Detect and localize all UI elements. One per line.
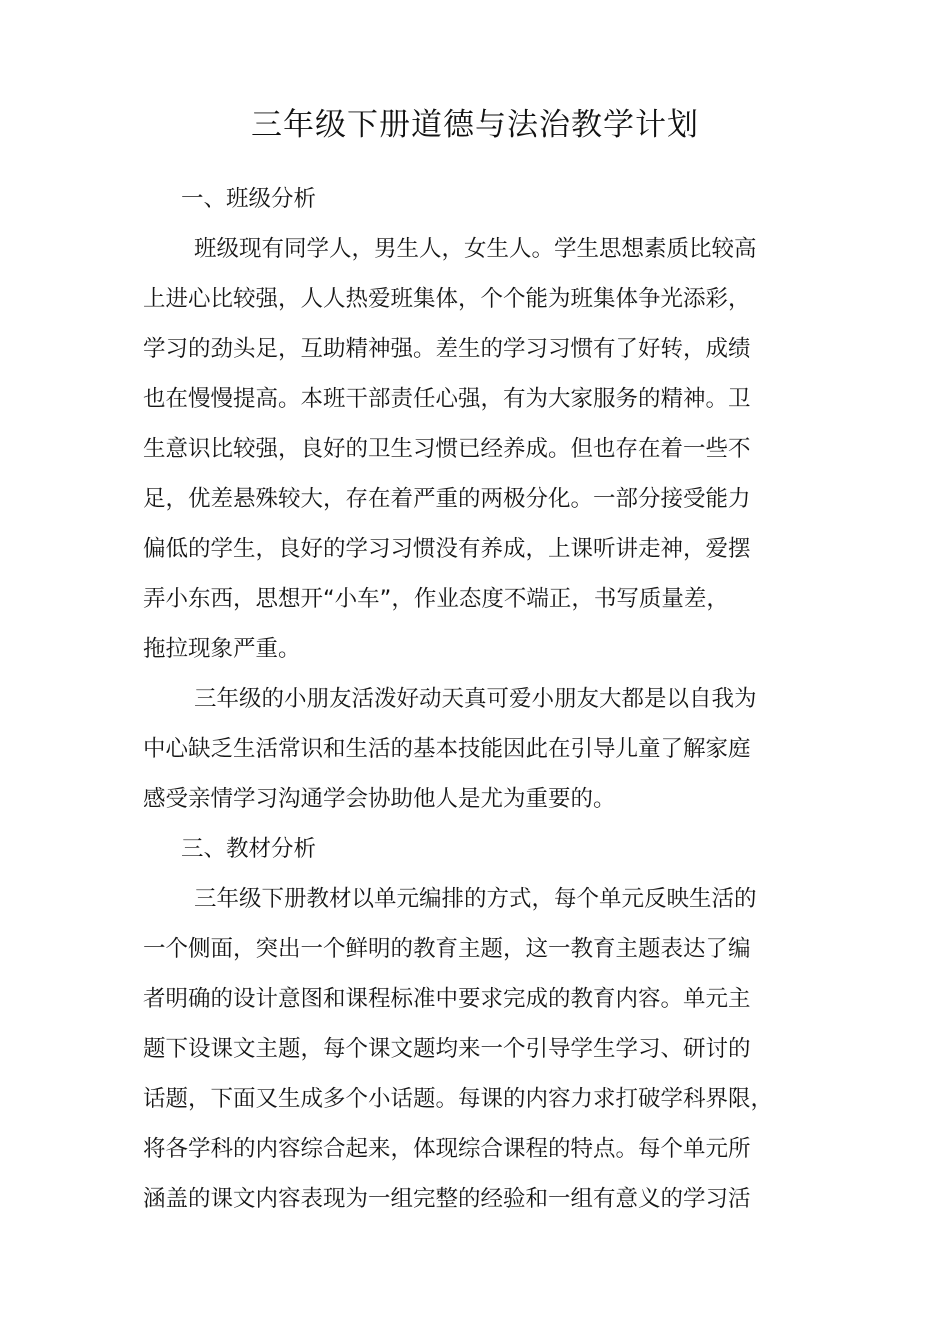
paragraph-line: 班级现有同学人，男生人，女生人。学生思想素质比较高 [194, 236, 757, 262]
paragraph-line: 题下设课文主题，每个课文题均来一个引导学生学习、研讨的 [143, 1036, 751, 1062]
paragraph-line: 涵盖的课文内容表现为一组完整的经验和一组有意义的学习活 [143, 1186, 751, 1212]
document-title: 三年级下册道德与法治教学计划 [251, 107, 699, 143]
paragraph-line: 三年级下册教材以单元编排的方式，每个单元反映生活的 [194, 886, 757, 912]
paragraph-line: 将各学科的内容综合起来，体现综合课程的特点。每个单元所 [143, 1136, 751, 1162]
paragraph-line: 中心缺乏生活常识和生活的基本技能因此在引导儿童了解家庭 [143, 736, 751, 762]
paragraph-line: 生意识比较强，良好的卫生习惯已经养成。但也存在着一些不 [143, 436, 751, 462]
paragraph-line: 三年级的小朋友活泼好动天真可爱小朋友大都是以自我为 [194, 686, 757, 712]
paragraph-line: 学习的劲头足，互助精神强。差生的学习习惯有了好转，成绩 [143, 336, 751, 362]
section-heading-class-analysis: 一、班级分析 [181, 186, 317, 212]
paragraph-line: 弄小东西，思想开“小车”，作业态度不端正，书写质量差， [143, 586, 729, 612]
paragraph-line: 足，优差悬殊较大，存在着严重的两极分化。一部分接受能力 [143, 486, 751, 512]
paragraph-line: 偏低的学生，良好的学习习惯没有养成，上课听讲走神，爱摆 [143, 536, 751, 562]
paragraph-line: 也在慢慢提高。本班干部责任心强，有为大家服务的精神。卫 [143, 386, 751, 412]
paragraph-line: 话题，下面又生成多个小话题。每课的内容力求打破学科界限， [143, 1086, 774, 1112]
paragraph-line: 者明确的设计意图和课程标准中要求完成的教育内容。单元主 [143, 986, 751, 1012]
section-heading-textbook-analysis: 三、教材分析 [181, 836, 317, 862]
paragraph-line: 上进心比较强，人人热爱班集体，个个能为班集体争光添彩， [143, 286, 751, 312]
paragraph-line: 一个侧面，突出一个鲜明的教育主题，这一教育主题表达了编 [143, 936, 751, 962]
paragraph-line: 拖拉现象严重。 [143, 636, 301, 662]
paragraph-line: 感受亲情学习沟通学会协助他人是尤为重要的。 [143, 786, 616, 812]
